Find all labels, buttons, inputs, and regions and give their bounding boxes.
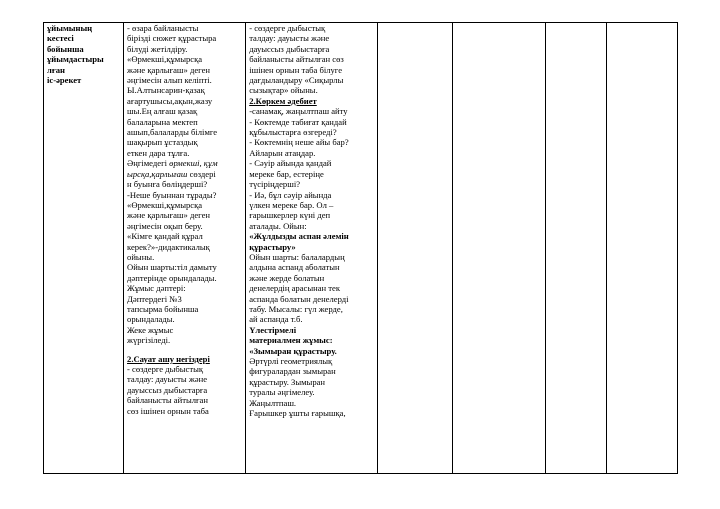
work-title-line: «Зымыран құрастыру.: [249, 345, 337, 356]
game-title: [249, 231, 374, 252]
activity-line: ойыны.: [127, 251, 155, 262]
section-heading: 2.Сауат ашу негіздері: [127, 353, 210, 364]
activity-type-line: ұйымының: [47, 23, 93, 33]
activity-line: -Неше буыннан тұрады?: [127, 189, 217, 200]
goals-line: мереке бар, естеріңе: [249, 168, 324, 179]
goals-text: [249, 252, 374, 325]
activity-text-fragment: сөздері: [187, 168, 216, 179]
activity-text: [127, 23, 242, 158]
activity-text-fragment: Әңгімедегі: [127, 158, 170, 169]
work-title: [249, 325, 374, 356]
goals-text: [249, 23, 374, 96]
activity-line: шақырып ұстаздық: [127, 137, 198, 148]
activity-line: сөз ішінен орнын таба: [127, 405, 209, 416]
activity-line: дәптерінде орындалады.: [127, 272, 217, 283]
activity-line: еткен дара тұлға.: [127, 147, 190, 158]
activity-line: [127, 169, 242, 179]
goals-line: -санамақ, жаңылтпаш айту: [249, 106, 348, 117]
lesson-plan-table: [43, 22, 678, 474]
activity-type-line: бойынша: [47, 43, 84, 54]
activity-type-line: лған: [47, 64, 65, 75]
italic-words: өрмекші, құм: [169, 158, 218, 169]
empty-cell: [452, 23, 546, 474]
activity-line: жүргізіледі.: [127, 335, 171, 346]
activity-line: әңгімесін оқып беру.: [127, 220, 203, 231]
activity-text: [127, 179, 242, 346]
goals-line: - Көктемде табиғат қандай: [249, 116, 347, 127]
activity-text: [127, 364, 242, 416]
goals-line: туралы әңгімелеу.: [249, 387, 315, 398]
goals-line: дағдыландыру «Сиқырлы: [249, 75, 344, 86]
activity-line: ағартушысы,ақын,жазу: [127, 95, 213, 106]
game-title-line: құрастыру»: [249, 241, 296, 252]
goals-line: және жерде болатын: [249, 272, 325, 283]
goals-line: Әртүрлі геометриялық: [249, 356, 333, 366]
goals-line: аталады. Ойын:: [249, 220, 307, 231]
empty-cell: [546, 23, 607, 474]
activity-line: ашып,балаларды білімге: [127, 127, 218, 138]
goals-line: - Иә, бұл сәуір айында: [249, 189, 332, 200]
activity-line: Дәптердегі №3: [127, 293, 182, 304]
goals-line: - Көктемнің неше айы бар?: [249, 137, 349, 148]
activity-line: байланысты айтылған: [127, 395, 208, 406]
goals-text: [249, 356, 374, 418]
goals-line: сызықтар» ойыны.: [249, 85, 318, 96]
empty-cell: [377, 23, 452, 474]
goals-line: Жаңылтпаш.: [249, 397, 297, 408]
activity-line: Ойын шарты:тіл дамыту: [127, 262, 217, 273]
activity-type-line: кестесі: [47, 33, 74, 44]
activity-line: Жұмыс дәптері:: [127, 283, 186, 294]
activity-line: керек?»-дидактикалық: [127, 241, 210, 252]
activity-type-label: [47, 23, 120, 85]
goals-line: - сөздерге дыбыстық: [249, 23, 326, 33]
activity-type-line: іс-әрекет: [47, 75, 82, 86]
activity-line: н буынға бөліңдерші?: [127, 179, 208, 190]
activity-line: «Кімге қандай құрал: [127, 231, 203, 242]
goals-line: - Сәуір айында қандай: [249, 158, 332, 169]
goals-line: талдау: дауысты және: [249, 33, 330, 44]
activity-line: орындалады.: [127, 314, 175, 325]
activity-line: Ы.Алтынсарин-қазақ: [127, 85, 205, 96]
activity-line: талдау: дауысты және: [127, 374, 208, 385]
activity-line: - өзара байланысты: [127, 23, 199, 33]
empty-cell: [607, 23, 678, 474]
goals-text: [249, 106, 374, 231]
goals-line: дауыссыз дыбыстарға: [249, 43, 330, 54]
activity-line: шы.Ең алғаш қазақ: [127, 106, 198, 117]
work-title-line: материалмен жұмыс:: [249, 335, 333, 346]
activity-line: және қарлығаш» деген: [127, 64, 210, 75]
activity-line: - сөздерге дыбыстық: [127, 364, 204, 374]
activity-line: әңгімесін алып келіпті.: [127, 75, 212, 86]
section-heading: 2.Көркем әдебиет: [249, 95, 317, 106]
activity-type-cell: [44, 23, 124, 474]
activity-line: балаларына мектеп: [127, 116, 198, 127]
table-row: [44, 23, 678, 474]
goals-line: Айларын атаңдар.: [249, 147, 316, 158]
activity-line: [127, 158, 242, 168]
work-title-line: Үлестірмелі: [249, 324, 297, 335]
goals-line: Ғарышкер ұшты ғарышқа,: [249, 408, 346, 419]
goals-line: аспанда болатын денелерді: [249, 293, 349, 304]
activity-line: «Өрмекші,құмырсқа: [127, 199, 203, 210]
goals-line: Ойын шарты: балалардың: [249, 251, 345, 262]
goals-line: түсіріңдерші?: [249, 179, 301, 190]
goals-line: табу. Мысалы: гүл жерде,: [249, 303, 343, 314]
activity-type-line: ұйымдастыры: [47, 54, 104, 65]
goals-line: ішінен орнын таба білуге: [249, 64, 343, 75]
goals-line: байланысты айтылған сөз: [249, 54, 344, 65]
activity-line: бірізді сюжет құрастыра: [127, 33, 217, 44]
goals-line: құбылыстарға өзгереді?: [249, 127, 337, 138]
goals-line: денелердің арасынан тек: [249, 283, 341, 294]
activity-content-cell: [124, 23, 246, 474]
activity-line: Жеке жұмыс: [127, 324, 174, 335]
activity-line: тапсырма бойынша: [127, 303, 199, 314]
activity-line: және қарлығаш» деген: [127, 210, 210, 221]
goals-line: алдына аспанд аболатын: [249, 262, 340, 273]
goals-cell: [246, 23, 378, 474]
goals-line: фигуралардан зымыран: [249, 366, 336, 377]
italic-words: ырсқа,қарлығаш: [127, 168, 188, 179]
game-title-line: «Жұлдызды аспан әлемін: [249, 231, 349, 242]
goals-line: ғарышкерлер күні деп: [249, 210, 331, 221]
goals-line: ай аспанда т.б.: [249, 314, 303, 325]
goals-line: құрастыру. Зымыран: [249, 376, 326, 387]
activity-line: «Өрмекші,құмырсқа: [127, 54, 203, 65]
activity-line: дауыссыз дыбыстарға: [127, 384, 208, 395]
activity-line: білуді жетілдіру.: [127, 43, 188, 54]
goals-line: үлкен мереке бар. Ол –: [249, 199, 334, 210]
